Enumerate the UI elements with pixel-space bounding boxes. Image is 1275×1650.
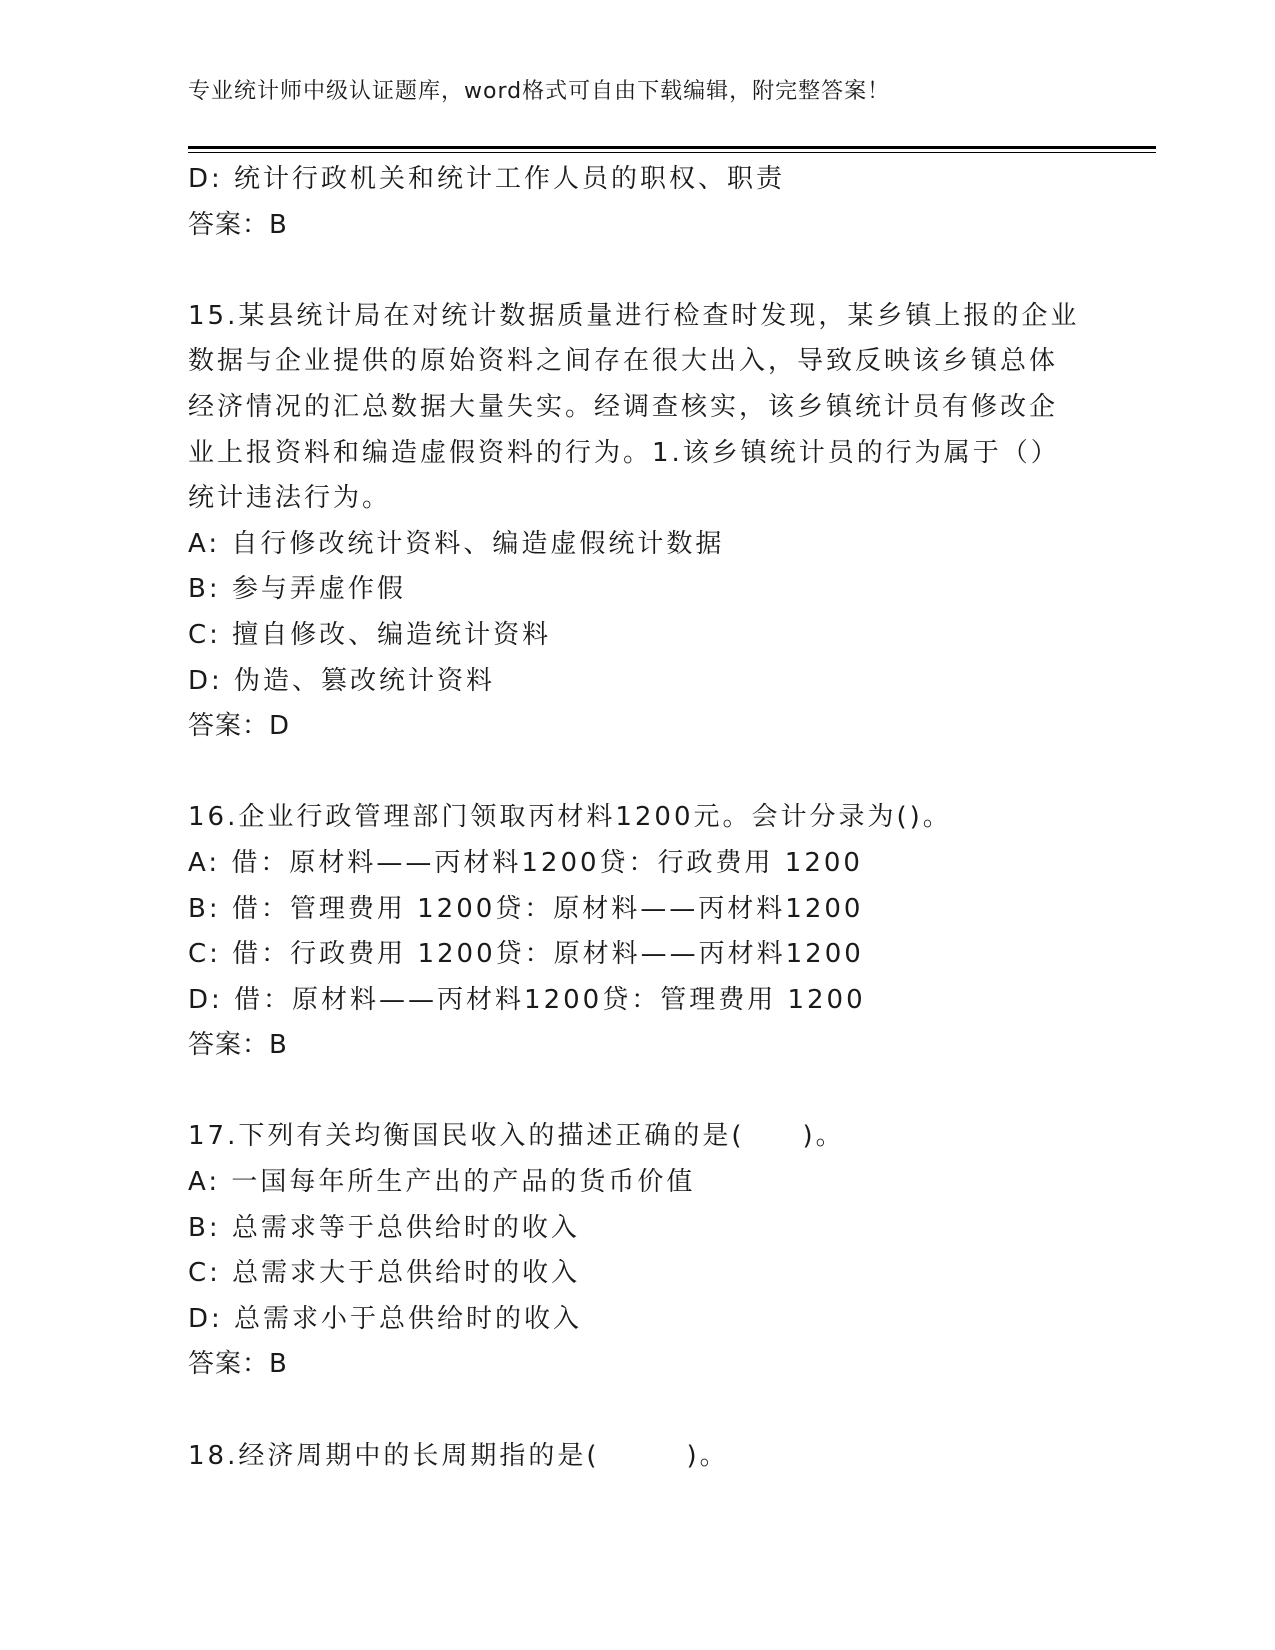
page-header: 专业统计师中级认证题库，word格式可自由下载编辑，附完整答案！ xyxy=(188,79,891,104)
q17-stem: 17.下列有关均衡国民收入的描述正确的是( )。 xyxy=(188,1121,845,1152)
q15-answer: 答案：D xyxy=(188,711,291,742)
spacer xyxy=(188,1069,1088,1115)
q15-stem-line-2: 数据与企业提供的原始资料之间存在很大出入，导致反映该乡镇总体 xyxy=(188,346,1059,377)
q17-answer: 答案：B xyxy=(188,1349,288,1380)
spacer xyxy=(188,750,1088,796)
q16-option-d: D: 借：原材料——丙材料1200贷：管理费用 1200 xyxy=(188,984,866,1015)
q17-option-b: B: 总需求等于总供给时的收入 xyxy=(188,1212,580,1243)
header-rule-thick xyxy=(188,146,1156,149)
q15-stem-line-3: 经济情况的汇总数据大量失实。经调查核实，该乡镇统计员有修改企 xyxy=(188,391,1059,422)
spacer xyxy=(188,1388,1088,1434)
q14-option-d: D: 统计行政机关和统计工作人员的职权、职责 xyxy=(188,164,786,194)
q15-stem-line-1: 15.某县统计局在对统计数据质量进行检查时发现，某乡镇上报的企业 xyxy=(188,300,1080,331)
q15-stem-line-4: 业上报资料和编造虚假资料的行为。1.该乡镇统计员的行为属于（） xyxy=(188,437,1060,468)
q16-option-c: C: 借：行政费用 1200贷：原材料——丙材料1200 xyxy=(188,939,864,970)
q18-stem: 18.经济周期中的长周期指的是( )。 xyxy=(188,1440,729,1471)
question-content xyxy=(188,157,1088,1479)
q16-option-a: A: 借：原材料——丙材料1200贷：行政费用 1200 xyxy=(188,847,863,878)
q17-option-d: D: 总需求小于总供给时的收入 xyxy=(188,1303,583,1334)
q14-answer: 答案：B xyxy=(188,209,288,240)
q17-option-a: A: 一国每年所生产出的产品的货币价值 xyxy=(188,1167,696,1198)
q15-option-d: D: 伪造、篡改统计资料 xyxy=(188,665,496,696)
q15-option-a: A: 自行修改统计资料、编造虚假统计数据 xyxy=(188,528,725,559)
q16-option-b: B: 借：管理费用 1200贷：原材料——丙材料1200 xyxy=(188,893,864,924)
header-rule-thin xyxy=(188,152,1156,153)
spacer xyxy=(188,248,1088,294)
q16-stem: 16.企业行政管理部门领取丙材料1200元。会计分录为()。 xyxy=(188,802,952,833)
q15-stem-line-5: 统计违法行为。 xyxy=(188,483,392,514)
q16-answer: 答案：B xyxy=(188,1030,288,1061)
q15-option-b: B: 参与弄虚作假 xyxy=(188,574,406,605)
q17-option-c: C: 总需求大于总供给时的收入 xyxy=(188,1258,581,1289)
q15-option-c: C: 擅自修改、编造统计资料 xyxy=(188,619,552,650)
